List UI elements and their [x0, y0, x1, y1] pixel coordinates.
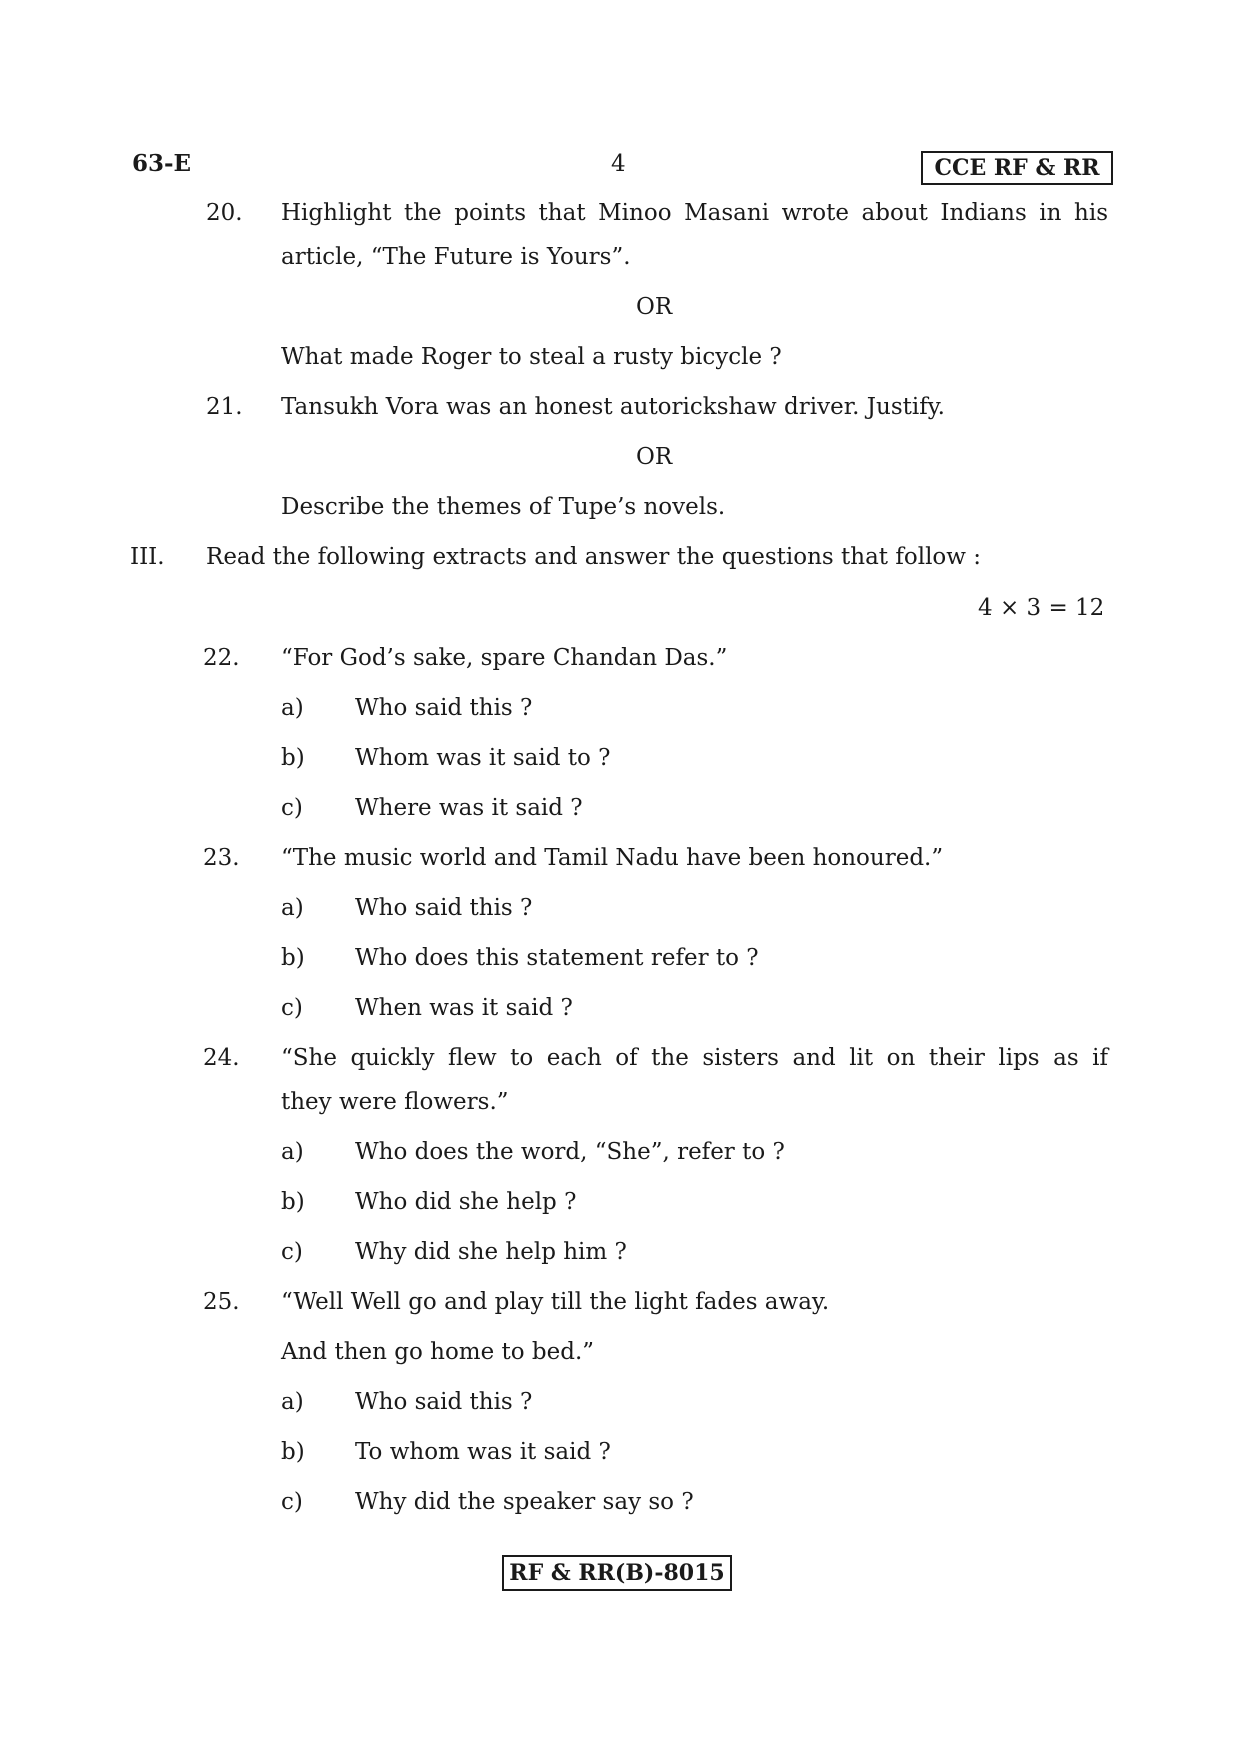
extract-23-quote: “The music world and Tamil Nadu have been honoured.”: [281, 845, 944, 871]
sub-label: c): [281, 795, 303, 821]
sub-label: b): [281, 945, 305, 971]
question-21-line1: Tansukh Vora was an honest autorickshaw driver. Justify.: [281, 394, 945, 420]
sub-label: b): [281, 745, 305, 771]
extract-22-quote: “For God’s sake, spare Chandan Das.”: [281, 645, 728, 671]
sub-label: c): [281, 995, 303, 1021]
question-number-23: 23.: [203, 845, 240, 871]
question-21-alternative: Describe the themes of Tupe’s novels.: [281, 494, 726, 520]
question-number-20: 20.: [206, 200, 243, 226]
sub-label: b): [281, 1189, 305, 1215]
sub-question: Who said this ?: [355, 1389, 533, 1415]
extract-24-quote-line2: they were flowers.”: [281, 1089, 509, 1115]
sub-question: To whom was it said ?: [355, 1439, 611, 1465]
section-roman: III.: [130, 544, 165, 570]
sub-question: Where was it said ?: [355, 795, 583, 821]
sub-question: Whom was it said to ?: [355, 745, 611, 771]
question-20-line1: Highlight the points that Minoo Masani wrote about Indians in his: [281, 200, 1108, 226]
header-code-box: CCE RF & RR: [921, 151, 1113, 185]
sub-question: Why did the speaker say so ?: [355, 1489, 694, 1515]
sub-question: Who does the word, “She”, refer to ?: [355, 1139, 785, 1165]
sub-label: a): [281, 1389, 304, 1415]
question-20-alternative: What made Roger to steal a rusty bicycle ?: [281, 344, 782, 370]
question-number-22: 22.: [203, 645, 240, 671]
sub-label: c): [281, 1489, 303, 1515]
question-20-line2: article, “The Future is Yours”.: [281, 244, 631, 270]
sub-question: Who said this ?: [355, 695, 533, 721]
sub-question: Who said this ?: [355, 895, 533, 921]
paper-code: 63-E: [132, 150, 192, 177]
or-separator: OR: [636, 444, 673, 470]
sub-question: Who does this statement refer to ?: [355, 945, 759, 971]
sub-question: Why did she help him ?: [355, 1239, 627, 1265]
sub-label: a): [281, 1139, 304, 1165]
sub-label: b): [281, 1439, 305, 1465]
section-instruction: Read the following extracts and answer the questions that follow :: [206, 544, 982, 570]
question-number-21: 21.: [206, 394, 243, 420]
or-separator: OR: [636, 294, 673, 320]
extract-24-quote-line1: “She quickly flew to each of the sisters and lit on their lips as if: [281, 1045, 1108, 1071]
page-number: 4: [611, 151, 626, 177]
sub-label: a): [281, 695, 304, 721]
section-marks: 4 × 3 = 12: [978, 595, 1105, 621]
sub-label: c): [281, 1239, 303, 1265]
question-number-25: 25.: [203, 1289, 240, 1315]
sub-label: a): [281, 895, 304, 921]
question-number-24: 24.: [203, 1045, 240, 1071]
extract-25-quote-line1: “Well Well go and play till the light fades away.: [281, 1289, 830, 1315]
sub-question: When was it said ?: [355, 995, 573, 1021]
extract-25-quote-line2: And then go home to bed.”: [281, 1339, 595, 1365]
footer-code-box: RF & RR(B)-8015: [502, 1555, 732, 1591]
sub-question: Who did she help ?: [355, 1189, 577, 1215]
